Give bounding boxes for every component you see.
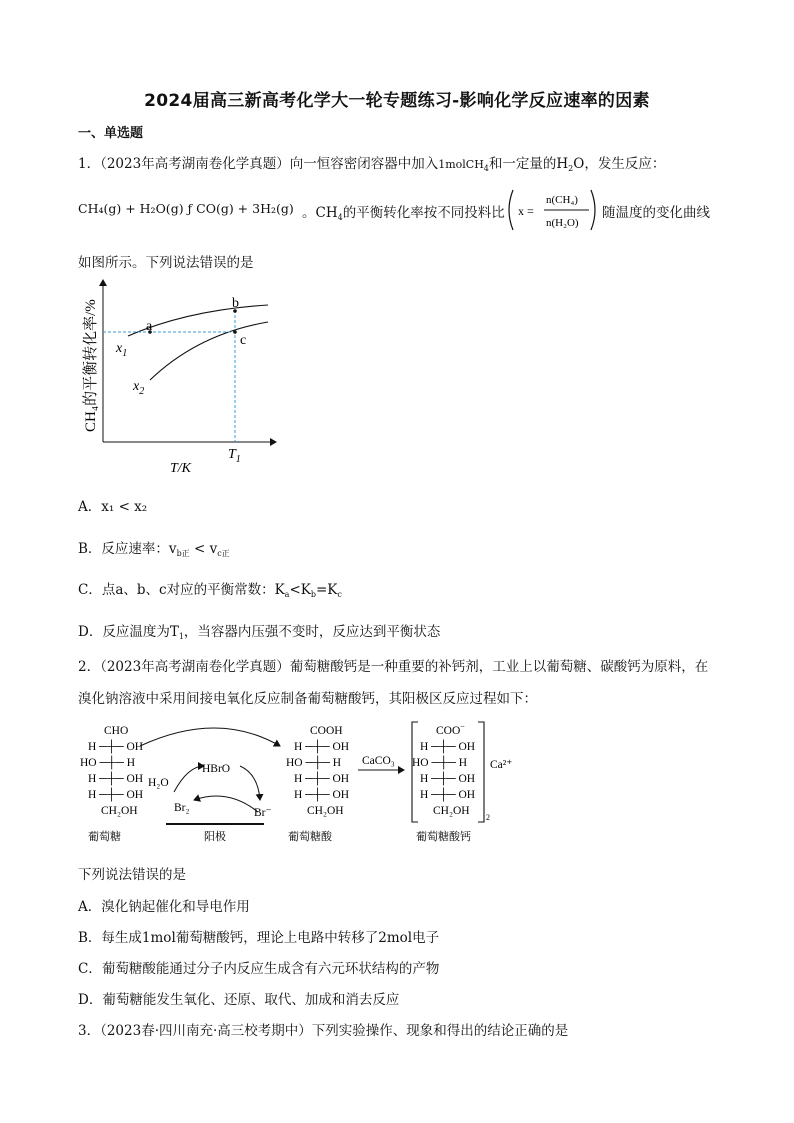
label-a: a: [146, 319, 153, 334]
q1-stem-line1: [78, 152, 665, 173]
bracket-right: [478, 722, 484, 822]
q1-option-d-text: D．反应温度为T: [78, 624, 179, 640]
svg-text:CH₂OH: CH₂OH: [433, 805, 470, 817]
q1-equation: CH₄(g) + H₂O(g) ƒ CO(g) + 3H₂(g): [78, 201, 294, 216]
q1-eq-tail-d: 随温度的变化曲线: [602, 205, 710, 221]
label-calcium-gluconate: 葡萄糖酸钙: [416, 831, 471, 843]
svg-text:HO ─┼─ H: HO ─┼─ H: [286, 757, 342, 769]
svg-text:HO ─┼─ H: HO ─┼─ H: [412, 757, 468, 769]
ca-ion-label: Ca²⁺: [490, 759, 513, 771]
svg-text:COO−: COO−: [436, 722, 465, 737]
svg-text:H ─┼─ OH: H ─┼─ OH: [420, 741, 476, 753]
q1-eq-tail-c: 的平衡转化率按不同投料比: [342, 205, 505, 221]
y-axis-label: CH₄的平衡转化率/%: [83, 299, 99, 432]
label-anode: 阳极: [204, 831, 226, 843]
q1-option-d-sub: 1: [178, 632, 184, 641]
glucose-structure: [80, 725, 143, 843]
ratio-x: x =: [518, 204, 534, 218]
label-gluconic-acid: 葡萄糖酸: [288, 831, 332, 843]
label-glucose: 葡萄糖: [88, 831, 121, 843]
q1-stem-text: 1．（2023年高考湖南卷化学真题）向一恒容密闭容器中加入: [78, 156, 439, 172]
q1-eq-tail: [302, 201, 505, 222]
x-axis-label: T/K: [170, 461, 192, 476]
svg-text:COOH: COOH: [310, 725, 343, 737]
q1-option-b-sub1: b正: [176, 549, 190, 558]
svg-text:H ─┼─ OH: H ─┼─ OH: [420, 789, 476, 801]
q2-stem-question: 下列说法错误的是: [78, 867, 186, 883]
q2-option-b[interactable]: B．每生成1mol葡萄糖酸钙，理论上电路中转移了2mol电子: [78, 930, 440, 946]
svg-text:H ─┼─ OH: H ─┼─ OH: [88, 741, 144, 753]
q1-option-c[interactable]: [78, 578, 342, 599]
svg-text:H ─┼─ OH: H ─┼─ OH: [88, 789, 144, 801]
q2-process-diagram: [78, 716, 538, 851]
q1-stem-line3: 如图所示。下列说法错误的是: [78, 255, 254, 271]
point-c: [233, 330, 237, 334]
q1-option-b-text: B．反应速率：v: [78, 541, 177, 557]
calcium-gluconate-structure: [412, 722, 512, 843]
hbro-label: HBrO: [202, 763, 231, 775]
svg-text:CH₂OH: CH₂OH: [307, 805, 344, 817]
curve-x2: [150, 322, 268, 380]
q1-eq-tail-a: 。CH: [302, 205, 338, 221]
label-b: b: [232, 296, 239, 311]
q3-stem-line1: 3．（2023春·四川南充·高三校考期中）下列实验操作、现象和得出的结论正确的是: [78, 1023, 569, 1039]
q1-water-h: H: [556, 156, 569, 172]
q1-eq-tail-sub: 4: [337, 213, 343, 222]
arrow-to-br: [240, 766, 260, 800]
section-heading: 一、单选题: [78, 126, 144, 141]
q1-option-a[interactable]: A．x₁ < x₂: [78, 499, 148, 515]
svg-text:H ─┼─ OH: H ─┼─ OH: [88, 773, 144, 785]
arrow-glucose-to-acid: [140, 728, 280, 746]
caco3-label: CaCO₃: [362, 755, 395, 767]
q2-option-d[interactable]: D．葡萄糖能发生氧化、还原、取代、加成和消去反应: [78, 992, 400, 1008]
svg-text:H ─┼─ OH: H ─┼─ OH: [420, 773, 476, 785]
q1-stem-text2: 和一定量的: [488, 156, 557, 172]
q1-option-c-text3: =K: [315, 582, 338, 598]
q1-option-c-text: C．点a、b、c对应的平衡常数：K: [78, 582, 285, 598]
q2-stem-line1: 2．（2023年高考湖南卷化学真题）葡萄糖酸钙是一种重要的补钙剂，工业上以葡萄糖、碳酸钙为原料，在: [78, 659, 709, 675]
label-t1: $T_1$: [228, 447, 241, 465]
label-x1: $x_1$: [116, 341, 128, 359]
svg-text:H ─┼─ OH: H ─┼─ OH: [294, 789, 350, 801]
ratio-numerator: n(CH₄): [546, 194, 578, 206]
q1-option-c-sub-b: b: [310, 590, 316, 599]
br-minus-label: Br⁻: [254, 807, 272, 819]
q1-option-c-sub-c: c: [337, 590, 342, 599]
q1-water-sub: 2: [568, 164, 574, 173]
q2-option-c[interactable]: C．葡萄糖酸能通过分子内反应生成含有六元环状结构的产物: [78, 961, 440, 977]
q1-option-d[interactable]: [78, 620, 440, 641]
svg-text:H ─┼─ OH: H ─┼─ OH: [294, 773, 350, 785]
label-c: c: [240, 333, 247, 348]
q1-conversion-chart: [78, 272, 288, 482]
br2-label: Br₂: [174, 802, 190, 814]
q1-reagent-sub: 4: [483, 164, 489, 173]
q1-stem-text3: ，发生反应：: [584, 156, 666, 172]
arrow-to-hbro: [174, 766, 204, 792]
h2o-label: H₂O: [148, 777, 169, 789]
q1-option-c-text2: <K: [289, 582, 311, 598]
svg-text:H ─┼─ OH: H ─┼─ OH: [294, 741, 350, 753]
svg-text:2: 2: [486, 813, 490, 822]
q2-stem-line2: 溴化钠溶液中采用间接电氧化反应制备葡萄糖酸钙，其阳极区反应过程如下：: [78, 691, 537, 707]
q2-option-a[interactable]: A．溴化钠起催化和导电作用: [78, 899, 250, 915]
q1-option-b-text2: < v: [189, 541, 218, 557]
q1-option-b[interactable]: [78, 537, 230, 559]
svg-text:CHO: CHO: [104, 725, 129, 737]
q1-option-c-sub-a: a: [284, 590, 290, 599]
arrow-br-to-br2: [194, 796, 258, 812]
bracket-left: [412, 722, 418, 822]
q1-ratio-formula: [500, 186, 600, 234]
page-title: 2024届高三新高考化学大一轮专题练习-影响化学反应速率的因素: [144, 91, 650, 111]
q1-option-d-text2: ，当容器内压强不变时，反应达到平衡状态: [183, 624, 441, 640]
svg-text:HO ─┼─ H: HO ─┼─ H: [80, 757, 136, 769]
ratio-denominator: n(H₂O): [546, 217, 579, 229]
q1-reagent: 1molCH: [438, 158, 484, 171]
q1-water-o: O: [573, 156, 585, 172]
label-x2: $x_2$: [133, 379, 145, 397]
gluconic-acid-structure: [286, 725, 349, 843]
q1-option-b-sub2: c正: [217, 549, 230, 558]
svg-text:CH₂OH: CH₂OH: [101, 805, 138, 817]
